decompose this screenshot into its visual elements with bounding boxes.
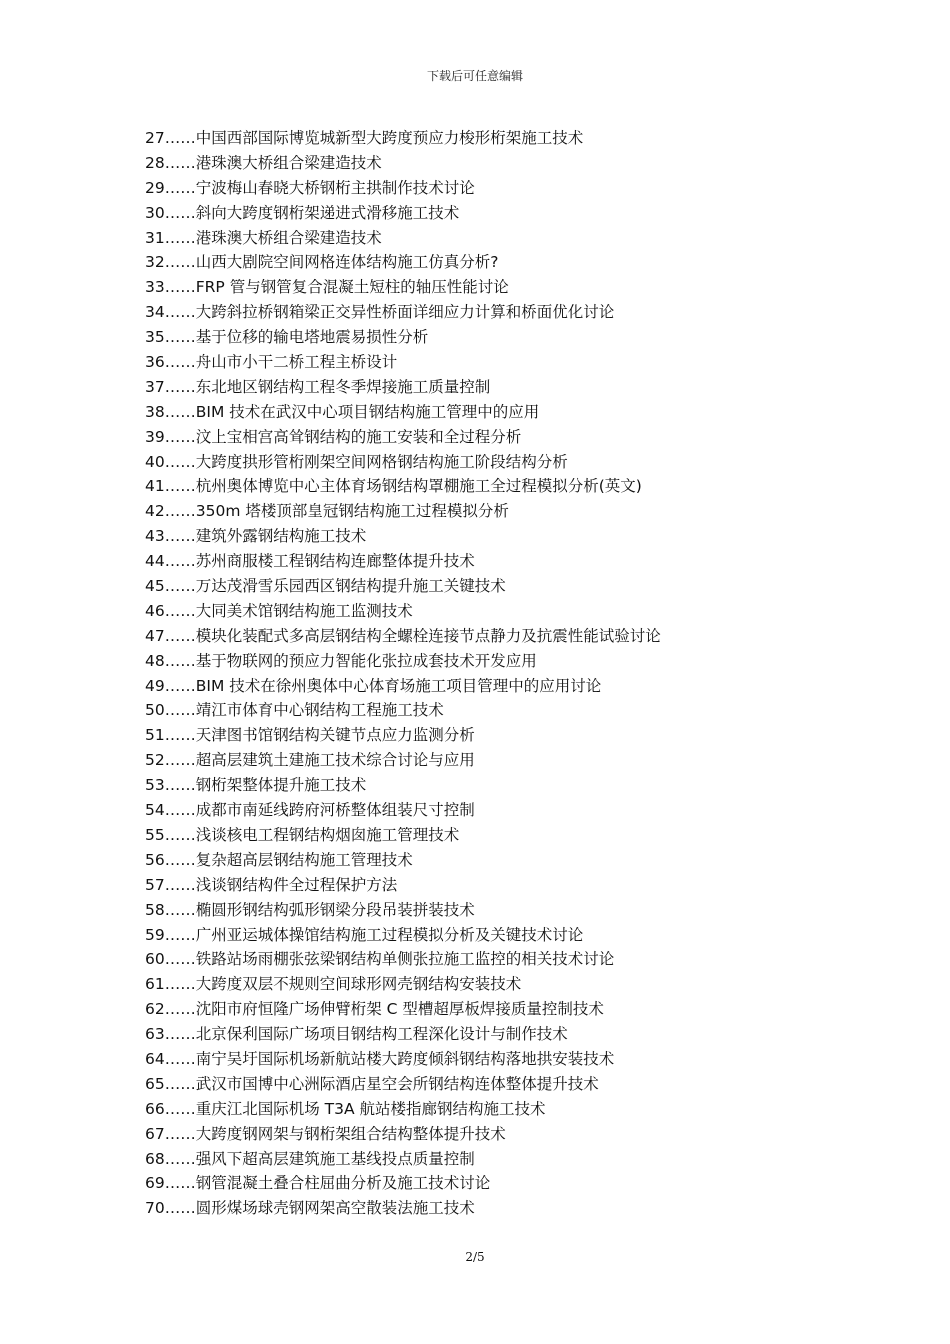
toc-entry-title: 苏州商服楼工程钢结构连廊整体提升技术: [195, 552, 475, 571]
toc-entry-number: 31: [145, 228, 165, 247]
toc-entry-leader: ……: [164, 402, 196, 421]
toc-entry-title: FRP 管与钢管复合混凝土短柱的轴压性能讨论: [195, 278, 509, 297]
toc-entry: [145, 275, 845, 300]
toc-entry-number: 36: [145, 353, 165, 372]
toc-entry-number: 48: [145, 651, 165, 670]
toc-entry-leader: ……: [164, 377, 196, 396]
toc-entry-leader: ……: [164, 850, 196, 869]
toc-entry-leader: ……: [164, 129, 196, 147]
toc-entry-leader: ……: [164, 1000, 196, 1019]
toc-entry-number: 70: [145, 1199, 165, 1218]
toc-entry-leader: ……: [164, 950, 196, 969]
toc-entry: [145, 1196, 845, 1221]
toc-entry-leader: ……: [164, 502, 196, 521]
toc-entry-leader: ……: [164, 900, 196, 919]
toc-entry-leader: ……: [164, 776, 196, 795]
toc-entry: [145, 997, 845, 1022]
toc-entry-number: 50: [145, 701, 165, 720]
toc-entry-title: 万达茂滑雪乐园西区钢结构提升施工关键技术: [195, 577, 506, 596]
toc-entry-leader: ……: [164, 726, 196, 745]
toc-entry-title: 舟山市小干二桥工程主桥设计: [195, 353, 398, 372]
toc-entry: [145, 1171, 845, 1196]
toc-entry-leader: ……: [164, 1049, 196, 1068]
toc-entry-leader: ……: [164, 751, 196, 770]
toc-entry-leader: ……: [164, 875, 196, 894]
toc-entry-leader: ……: [164, 527, 196, 546]
toc-entry: [145, 723, 845, 748]
toc-entry-leader: ……: [164, 278, 196, 297]
toc-entry-title: 浅谈钢结构件全过程保护方法: [195, 875, 398, 894]
toc-entry: [145, 923, 845, 948]
toc-entry-title: BIM 技术在武汉中心项目钢结构施工管理中的应用: [195, 402, 540, 421]
toc-entry: [145, 823, 845, 848]
toc-entry-title: 钢桁架整体提升施工技术: [195, 776, 367, 795]
toc-entry-number: 32: [145, 253, 165, 272]
toc-entry-title: 南宁吴圩国际机场新航站楼大跨度倾斜钢结构落地拱安装技术: [195, 1049, 615, 1068]
toc-entry-number: 57: [145, 875, 165, 894]
toc-entry: [145, 947, 845, 972]
toc-entry-title: 港珠澳大桥组合梁建造技术: [195, 153, 382, 172]
toc-entry-title: 斜向大跨度钢桁架递进式滑移施工技术: [195, 203, 460, 222]
toc-entry-number: 61: [145, 975, 165, 994]
toc-entry: [145, 1072, 845, 1097]
toc-list: [145, 126, 845, 1221]
toc-entry-title: 广州亚运城体操馆结构施工过程模拟分析及关键技术讨论: [195, 925, 584, 944]
page-header: 下载后可任意编辑: [426, 69, 523, 83]
toc-entry: [145, 201, 845, 226]
toc-entry-leader: ……: [164, 253, 196, 272]
toc-entry-leader: ……: [164, 1025, 196, 1044]
toc-entry-leader: ……: [164, 552, 196, 571]
toc-entry-number: 46: [145, 601, 165, 620]
toc-entry: [145, 972, 845, 997]
toc-entry-number: 68: [145, 1149, 165, 1168]
toc-entry: [145, 350, 845, 375]
toc-entry: [145, 773, 845, 798]
toc-entry-number: 56: [145, 850, 165, 869]
toc-entry: [145, 151, 845, 176]
toc-entry-leader: ……: [164, 651, 196, 670]
toc-entry-leader: ……: [164, 1099, 196, 1118]
toc-entry-leader: ……: [164, 825, 196, 844]
page-number: 2/5: [465, 1250, 485, 1264]
toc-entry-number: 60: [145, 950, 165, 969]
toc-entry-title: 基于物联网的预应力智能化张拉成套技术开发应用: [195, 651, 537, 670]
toc-entry-number: 53: [145, 776, 165, 795]
toc-entry: [145, 325, 845, 350]
toc-entry-leader: ……: [164, 178, 196, 197]
toc-entry-title: 山西大剧院空间网格连体结构施工仿真分析?: [195, 253, 499, 272]
toc-entry-title: 大跨度钢网架与钢桁架组合结构整体提升技术: [195, 1124, 506, 1143]
toc-entry: [145, 524, 845, 549]
toc-entry-number: 54: [145, 801, 165, 820]
toc-entry: [145, 748, 845, 773]
toc-entry-number: 30: [145, 203, 165, 222]
toc-entry: [145, 549, 845, 574]
toc-entry-number: 69: [145, 1174, 165, 1193]
toc-entry: [145, 400, 845, 425]
toc-entry-leader: ……: [164, 203, 196, 222]
toc-entry-title: 大跨度双层不规则空间球形网壳钢结构安装技术: [195, 975, 522, 994]
toc-entry-number: 51: [145, 726, 165, 745]
toc-entry-number: 41: [145, 477, 165, 496]
toc-entry-number: 43: [145, 527, 165, 546]
toc-entry-title: 宁波梅山春晓大桥钢桁主拱制作技术讨论: [195, 178, 475, 197]
toc-entry-leader: ……: [164, 303, 196, 322]
toc-entry-number: 29: [145, 178, 165, 197]
toc-entry-number: 55: [145, 825, 165, 844]
toc-entry-title: 钢管混凝土叠合柱屈曲分析及施工技术讨论: [195, 1174, 491, 1193]
toc-entry-number: 65: [145, 1074, 165, 1093]
toc-entry-title: 圆形煤场球壳钢网架高空散装法施工技术: [195, 1199, 475, 1218]
toc-entry-leader: ……: [164, 1149, 196, 1168]
toc-entry-leader: ……: [164, 353, 196, 372]
toc-entry: [145, 425, 845, 450]
toc-entry-title: 强风下超高层建筑施工基线投点质量控制: [195, 1149, 475, 1168]
toc-entry-leader: ……: [164, 925, 196, 944]
toc-entry-title: 浅谈核电工程钢结构烟囱施工管理技术: [195, 825, 460, 844]
toc-entry-leader: ……: [164, 801, 196, 820]
toc-entry-title: 北京保利国际广场项目钢结构工程深化设计与制作技术: [195, 1025, 568, 1044]
toc-entry-leader: ……: [164, 676, 196, 695]
toc-entry-leader: ……: [164, 1074, 196, 1093]
toc-entry-title: 建筑外露钢结构施工技术: [195, 527, 367, 546]
toc-entry-title: 靖江市体育中心钢结构工程施工技术: [195, 701, 444, 720]
toc-entry: [145, 698, 845, 723]
toc-entry-number: 45: [145, 577, 165, 596]
toc-entry-title: 港珠澳大桥组合梁建造技术: [195, 228, 382, 247]
toc-entry: [145, 1022, 845, 1047]
toc-entry-number: 33: [145, 278, 165, 297]
toc-entry-title: 铁路站场雨棚张弦梁钢结构单侧张拉施工监控的相关技术讨论: [195, 950, 615, 969]
toc-entry-title: BIM 技术在徐州奥体中心体育场施工项目管理中的应用讨论: [195, 676, 602, 695]
toc-entry: [145, 674, 845, 699]
toc-entry: [145, 848, 845, 873]
toc-entry-leader: ……: [164, 477, 196, 496]
toc-entry: [145, 126, 845, 151]
toc-entry-leader: ……: [164, 1124, 196, 1143]
toc-entry-title: 350m 塔楼顶部皇冠钢结构施工过程模拟分析: [195, 502, 509, 521]
toc-entry: [145, 1047, 845, 1072]
toc-entry-leader: ……: [164, 228, 196, 247]
toc-entry: [145, 375, 845, 400]
toc-entry-title: 中国西部国际博览城新型大跨度预应力梭形桁架施工技术: [195, 129, 584, 147]
toc-entry-number: 62: [145, 1000, 165, 1019]
toc-entry-title: 天津图书馆钢结构关键节点应力监测分析: [195, 726, 475, 745]
toc-entry-title: 武汉市国博中心洲际酒店星空会所钢结构连体整体提升技术: [195, 1074, 599, 1093]
toc-entry-number: 40: [145, 452, 165, 471]
toc-entry-number: 67: [145, 1124, 165, 1143]
toc-entry: [145, 1147, 845, 1172]
toc-entry-leader: ……: [164, 427, 196, 446]
toc-entry-number: 34: [145, 303, 165, 322]
toc-entry-title: 模块化装配式多高层钢结构全螺栓连接节点静力及抗震性能试验讨论: [195, 626, 661, 645]
toc-entry: [145, 873, 845, 898]
toc-entry-title: 杭州奥体博览中心主体育场钢结构罩棚施工全过程模拟分析(英文): [195, 477, 642, 496]
toc-entry-title: 大同美术馆钢结构施工监测技术: [195, 601, 413, 620]
toc-entry: [145, 499, 845, 524]
toc-entry: [145, 1122, 845, 1147]
toc-entry: [145, 250, 845, 275]
toc-entry-number: 52: [145, 751, 165, 770]
toc-entry-number: 59: [145, 925, 165, 944]
toc-entry-leader: ……: [164, 626, 196, 645]
toc-entry-number: 39: [145, 427, 165, 446]
toc-entry-title: 汶上宝相宫高耸钢结构的施工安装和全过程分析: [195, 427, 522, 446]
toc-entry-number: 64: [145, 1049, 165, 1068]
toc-entry-number: 28: [145, 153, 165, 172]
toc-entry-title: 大跨斜拉桥钢箱梁正交异性桥面详细应力计算和桥面优化讨论: [195, 303, 615, 322]
toc-entry: [145, 649, 845, 674]
toc-entry: [145, 176, 845, 201]
toc-entry-number: 66: [145, 1099, 165, 1118]
toc-entry-number: 49: [145, 676, 165, 695]
toc-entry-leader: ……: [164, 1174, 196, 1193]
toc-entry-title: 重庆江北国际机场 T3A 航站楼指廊钢结构施工技术: [195, 1099, 546, 1118]
toc-entry-number: 37: [145, 377, 165, 396]
toc-entry: [145, 599, 845, 624]
toc-entry: [145, 574, 845, 599]
toc-entry-leader: ……: [164, 452, 196, 471]
toc-entry-title: 椭圆形钢结构弧形钢梁分段吊装拼装技术: [195, 900, 475, 919]
toc-entry-title: 超高层建筑土建施工技术综合讨论与应用: [195, 751, 475, 770]
toc-entry-number: 42: [145, 502, 165, 521]
toc-entry: [145, 300, 845, 325]
toc-entry-leader: ……: [164, 1199, 196, 1218]
toc-entry-number: 58: [145, 900, 165, 919]
toc-entry-number: 44: [145, 552, 165, 571]
toc-entry-leader: ……: [164, 601, 196, 620]
toc-entry-number: 27: [145, 129, 165, 147]
toc-entry-title: 东北地区钢结构工程冬季焊接施工质量控制: [195, 377, 491, 396]
toc-entry: [145, 898, 845, 923]
toc-entry: [145, 624, 845, 649]
toc-entry-title: 沈阳市府恒隆广场伸臂桁架 C 型槽超厚板焊接质量控制技术: [195, 1000, 604, 1019]
toc-entry-title: 成都市南延线跨府河桥整体组装尺寸控制: [195, 801, 475, 820]
toc-entry: [145, 1097, 845, 1122]
toc-entry-number: 35: [145, 328, 165, 347]
toc-entry-number: 63: [145, 1025, 165, 1044]
toc-entry-leader: ……: [164, 328, 196, 347]
toc-entry-number: 47: [145, 626, 165, 645]
toc-entry-leader: ……: [164, 975, 196, 994]
toc-entry: [145, 474, 845, 499]
toc-entry-number: 38: [145, 402, 165, 421]
toc-entry: [145, 798, 845, 823]
toc-entry-title: 基于位移的输电塔地震易损性分析: [195, 328, 429, 347]
toc-entry-leader: ……: [164, 153, 196, 172]
toc-entry: [145, 226, 845, 251]
toc-entry-title: 复杂超高层钢结构施工管理技术: [195, 850, 413, 869]
toc-entry-leader: ……: [164, 701, 196, 720]
toc-entry-leader: ……: [164, 577, 196, 596]
toc-entry: [145, 450, 845, 475]
toc-entry-title: 大跨度拱形管桁刚架空间网格钢结构施工阶段结构分析: [195, 452, 568, 471]
